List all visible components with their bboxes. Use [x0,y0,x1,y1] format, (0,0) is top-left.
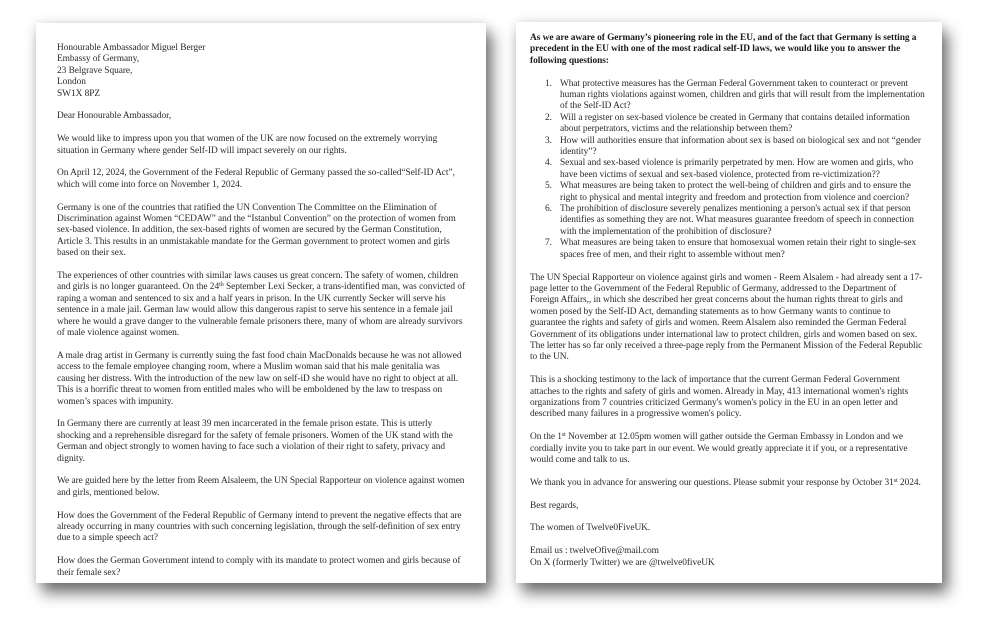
contact-block [530,546,926,569]
paragraph: A male drag artist in Germany is currently suing the fast food chain MacDonalds because he was not allowed access to the female employee changing room, where a Muslim woman said that his male genitalia was causing her distress. With the introduction of the new law on self-iD she would have no right to object at all. This is a horrific threat to women from entitled males who will be emboldened by the law to trespass on women’s spaces with impunity. [57,350,462,407]
paragraph: Germany is one of the countries that ratified the UN Convention The Committee on the Elimination of Discrimination against Women “CEDAW” and the “Istanbul Convention” on the protection of women from sex-based violence. In addition, the sex-based rights of women are secured by the German Constitution, Article 3. This results in an unmistakable mandate for the German government to protect women and girls based on their sex. [57,202,456,259]
paragraph: In Germany there are currently at least 39 men incarcerated in the female prison estate. This is utterly shocking and a reprehensible disregard for the safety of female prisoners. Women of the UK stand with the German and object strongly to women having to face such a violation of their right to safety, privacy and dignity. [57,419,453,464]
question-item [530,181,926,204]
address-line: SW1X 8PZ [57,88,101,99]
letter-body-page-1 [57,43,466,579]
paragraph [57,271,466,339]
letter-body-page-2 [530,33,926,569]
address-line: London [57,77,86,88]
questions-list [530,79,926,262]
letter-page-2 [516,22,942,583]
question-text: How will authorities ensure that information about sex is based on biological sex and not “gender identity”? [560,135,921,158]
salutation: Dear Honourable Ambassador, [57,111,172,122]
paragraph: This is a shocking testimony to the lack of importance that the current German Federal Government attaches to the rights and safety of girls and women. Already in May, 413 international women's rights organizations from 7 countries criticized Germany's women's policy in the EU in an open letter and described many failures in a progressive women's policy. [530,375,909,420]
recipient-address [57,43,466,100]
address-line: 23 Belgrave Square, [57,65,133,76]
paragraph-text: On the 1 [530,432,562,443]
question-item [530,158,926,181]
question-item [530,238,926,261]
question-text: Will a register on sex-based violence be created in Germany that contains detailed information about perpetrators, victims and the relationship between them? [560,112,910,135]
paragraph: The UN Special Rapporteur on violence against girls and women - Reem Alsalem - had already sent a 17-page letter to the Government of the Federal Republic of Germany, addressed to the Department of Foreign Affairs,, in which she described her great concerns about the human rights threat to girls and women posed by the Self-ID Act, demanding statements as to how Germany wants to continue to guarantee the rights and safety of girls and women. Reem Alsalem also reminded the German Federal Government of its obligations under international law to protect children, girls and women based on sex. The letter has so far only received a three-page reply from the Permanent Mission of the Federal Republic to the UN. [530,272,923,363]
ordinal-superscript: st [561,432,566,439]
question-text: Sexual and sex-based violence is primarily perpetrated by men. How are women and girls, who have been victims of sexual and sex-based violence, protected from re-victimization?? [560,158,914,180]
question-text: The prohibition of disclosure severely penalizes mentioning a person's actual sex if that person identifies as something they are not. What measures guarantee freedom of speech in connection with the implementation of the prohibition of disclosure? [560,204,914,237]
paragraph-text: September Lexi Secker, a trans-identified man, was convicted of raping a woman and sentenced to six and a half years in prison. In the UK currently Secker will serve his sentence in a male jail. German law would allow this dangerous rapist to serve his sentence in a female jail where he would a grave danger to the vulnerable female prisoners there, many of whom are already survivors of male violence against women. [57,282,466,339]
event-invitation [530,432,926,466]
question-item [530,136,926,159]
question-number: 5. [545,181,552,192]
question-number: 7. [545,238,552,249]
contact-x-handle: On X (formerly Twitter) we are @twelve0fiveUK [530,557,715,568]
paragraph-text: The experiences of other countries with similar laws causes us great concern. The safety of women, children and girls is no longer guaranteed. On the 24 [57,271,459,293]
address-line: Honourable Ambassador Miguel Berger [57,43,206,53]
question-text: What measures are being taken to ensure that homosexual women retain their right to single-sex spaces free of men, and their right to assemble without men? [560,238,917,260]
question-paragraph: How does the Government of the Federal Republic of Germany intend to prevent the negative effects that are already occurring in many countries with such concerning legislation, through the self-definition of sex entry due to a simple speech act? [57,510,462,544]
closing: Best regards, [530,500,579,511]
questions-intro: As we are aware of Germany’s pioneering role in the EU, and of the fact that Germany is setting a precedent in the EU with one of the most radical self-ID laws, we would like you to answer the following questions: [530,33,917,66]
paragraph: On April 12, 2024, the Government of the Federal Republic of Germany passed the so-called“Self-ID Act”, which will come into force on November 1, 2024. [57,168,455,190]
question-number: 6. [545,204,552,215]
paragraph-text: We thank you in advance for answering our questions. Please submit your response by October 31 [530,477,894,488]
question-item [530,113,926,136]
ordinal-superscript: st [893,477,898,484]
question-paragraph: How does the German Government intend to comply with its mandate to protect women and girls because of their female sex? [57,556,461,578]
question-number: 3. [545,135,552,146]
question-item [530,204,926,238]
paragraph: We would like to impress upon you that women of the UK are now focused on the extremely worrying situation in Germany where gender Self-ID will impact severely on our rights. [57,134,438,156]
question-number: 4. [545,158,552,169]
response-deadline [530,478,926,489]
ordinal-superscript: th [219,282,224,289]
contact-email: Email us : twelveOfive@mail.com [530,546,659,557]
paragraph-text: 2024. [897,477,921,488]
question-item [530,79,926,113]
letter-page-1 [36,23,486,583]
question-number: 1. [545,78,552,89]
paragraph: We are guided here by the letter from Reem Alsaleem, the UN Special Rapporteur on violence against women and girls, mentioned below. [57,476,465,498]
question-text: What protective measures has the German Federal Government taken to counteract or prevent human rights violations against women, children and girls that will result from the implementation of the Self-ID Act? [560,78,925,112]
paragraph-text: November at 12.05pm women will gather outside the German Embassy in London and we cordially invite you to take part in our event. We would greatly appreciate it if you, or a representative would come and talk to us. [530,432,908,465]
question-text: What measures are being taken to protect the well-being of children and girls and to ensure the right to physical and mental integrity and freedom and protection from violence and coercion? [560,181,911,203]
address-line: Embassy of Germany, [57,54,140,65]
question-number: 2. [545,112,552,123]
signature: The women of Twelve0FiveUK. [530,523,651,534]
